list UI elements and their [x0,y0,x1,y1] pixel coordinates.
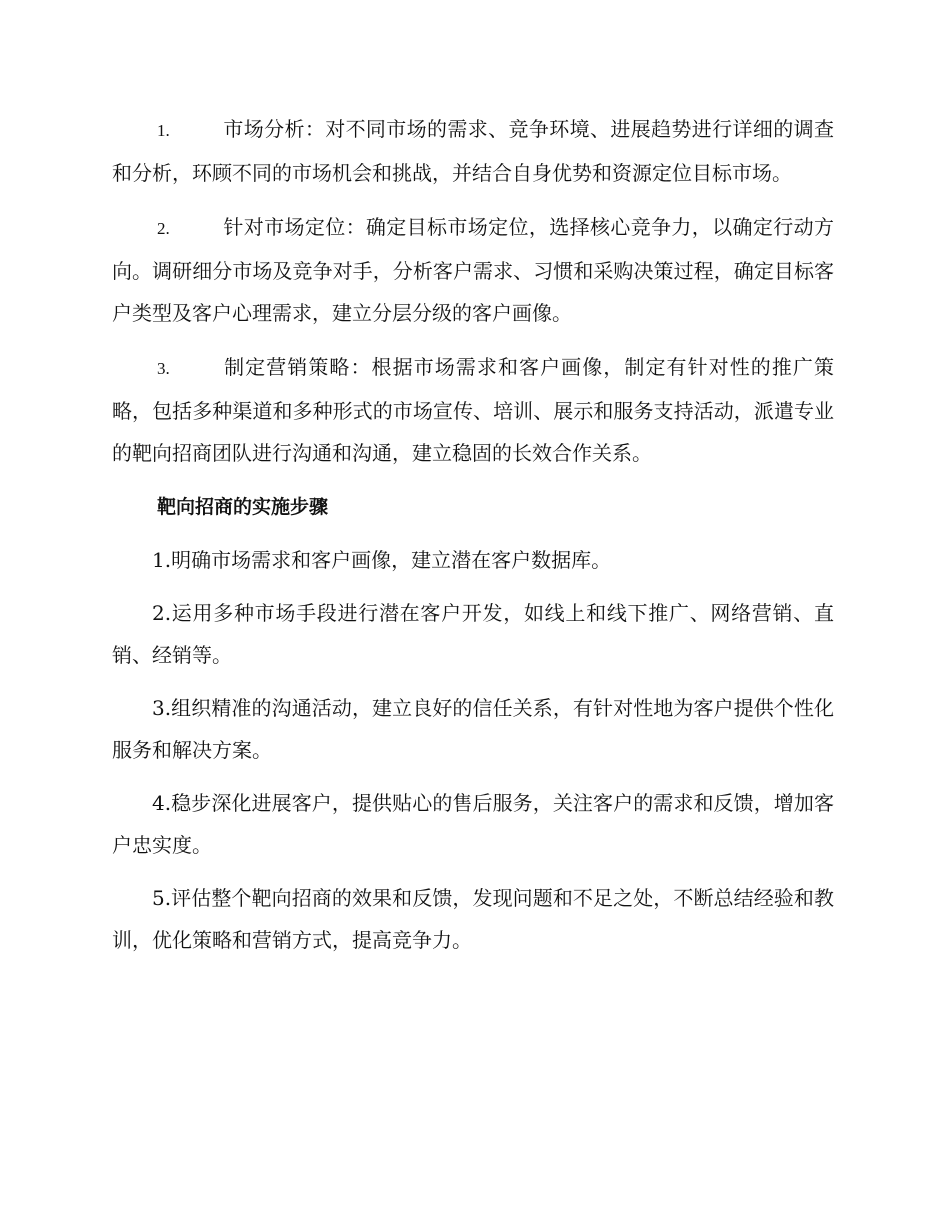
strategy-item-market-positioning [112,206,834,334]
strategy-item-marketing-strategy [112,346,834,474]
strategy-item-text: 市场分析：对不同市场的需求、竞争环境、进展趋势进行详细的调查和分析，环顾不同的市场机会和挑战，并结合自身优势和资源定位目标市场。 [112,117,834,185]
document-body [112,108,834,972]
strategy-item-text: 针对市场定位：确定目标市场定位，选择核心竞争力，以确定行动方向。调研细分市场及竞争对手，分析客户需求、习惯和采购决策过程，确定目标客户类型及客户心理需求，建立分层分级的客户画像。 [112,215,834,325]
step-item: 3.组织精准的沟通活动，建立良好的信任关系，有针对性地为客户提供个性化服务和解决方案。 [112,696,834,762]
step-item: 1.明确市场需求和客户画像，建立潜在客户数据库。 [152,548,612,572]
strategy-item-text: 制定营销策略：根据市场需求和客户画像，制定有针对性的推广策略，包括多种渠道和多种形式的市场宣传、培训、展示和服务支持活动，派遣专业的靶向招商团队进行沟通和沟通，建立稳固的长效合作关系。 [112,355,834,465]
strategy-item-number: 3. [157,359,170,378]
step-item: 4.稳步深化进展客户，提供贴心的售后服务，关注客户的需求和反馈，增加客户忠实度。 [112,791,834,857]
step-item: 5.评估整个靶向招商的效果和反馈，发现问题和不足之处，不断总结经验和教训，优化策略和营销方式，提高竞争力。 [112,886,834,952]
strategy-item-number: 2. [157,219,170,238]
section-heading: 靶向招商的实施步骤 [157,496,329,518]
step-item: 2.运用多种市场手段进行潜在客户开发，如线上和线下推广、网络营销、直销、经销等。 [112,601,834,667]
strategy-item-number: 1. [157,121,170,140]
strategy-item-market-analysis [112,108,834,194]
